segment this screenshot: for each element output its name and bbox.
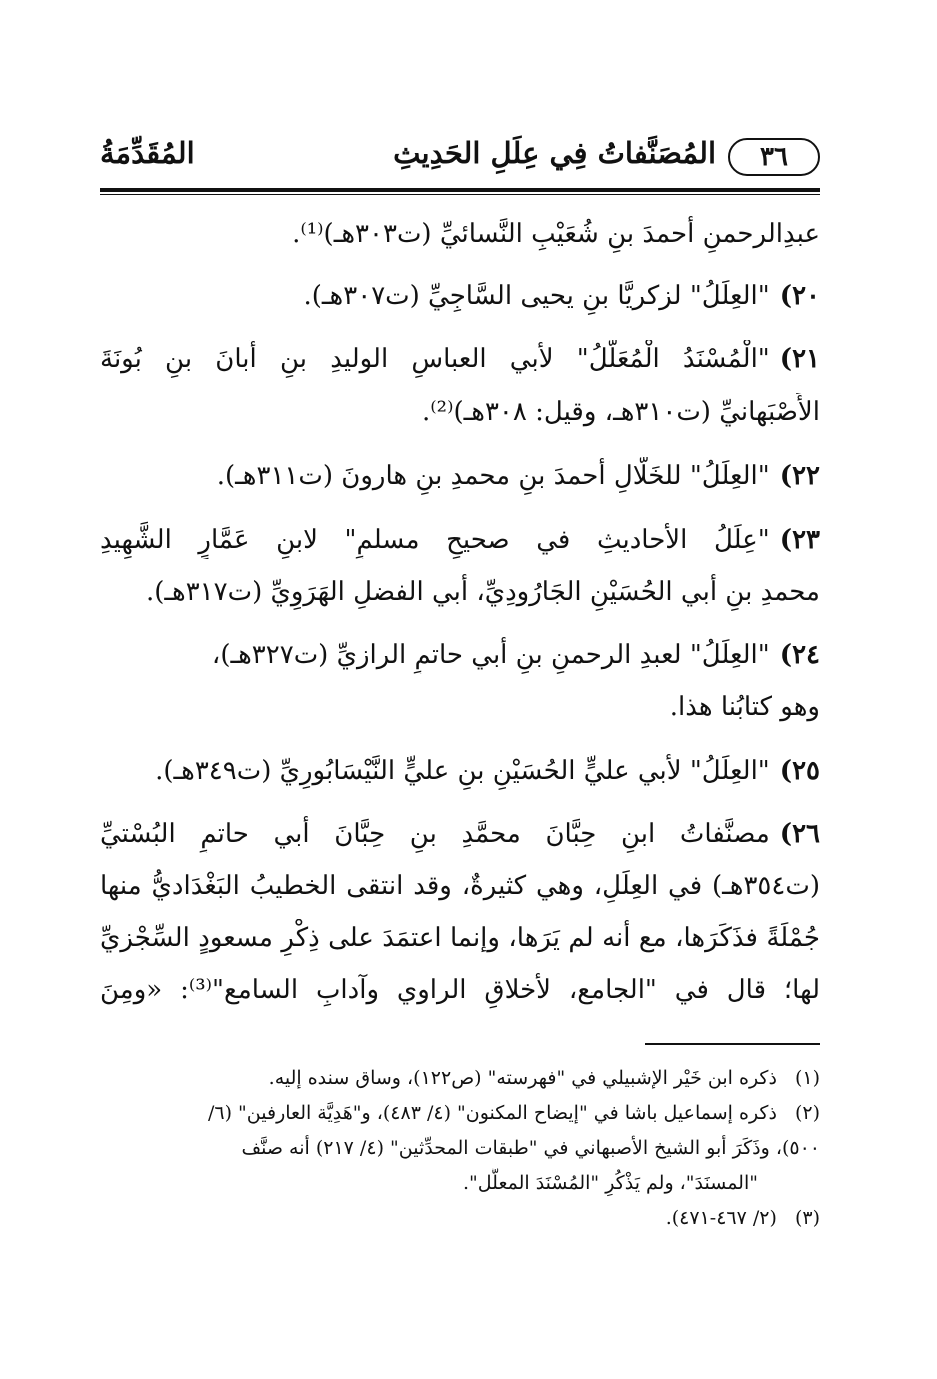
footnote-text: ذكره ابن خَيْر الإشبيلي في "فهرسته" (ص١٢٢)، وساق سنده إليه. <box>268 1067 777 1089</box>
body-line: عبدِالرحمنِ أحمدَ بنِ شُعَيْبِ النَّسائيِّ (ت٣٠٣هـ)⁽¹⁾. <box>292 219 820 249</box>
item-text: مصنَّفاتُ ابنِ حِبَّانَ محمَّدِ بنِ حِبَّانَ أبي حاتمٍ البُسْتيِّ <box>100 819 770 849</box>
body-line: لها؛ قال في "الجامع، لأخلاقِ الراوي وآدابِ السامع"⁽³⁾: «ومِنَ <box>100 975 820 1005</box>
item-text: "العِلَلُ" لأبي عليٍّ الحُسَيْنِ بنِ عليٍّ النَّيْسَابُورِيِّ (ت٣٤٩هـ). <box>155 756 770 786</box>
list-item-21 <box>100 340 820 378</box>
footnote-2 <box>100 1098 820 1128</box>
footnote-line: "المسنَدَ"، ولم يَذْكُرِ "المُسْنَدَ المعلَّل". <box>462 1172 758 1194</box>
item-text: "العِلَلُ" لزكريَّا بنِ يحيى السَّاجِيِّ (ت٣٠٧هـ). <box>303 281 770 311</box>
body-line: (ت٣٥٤هـ) في العِلَلِ، وهي كثيرةٌ، وقد انتقى الخطيبُ البَغْدَاديُّ منها <box>100 871 820 901</box>
header-rule-thick <box>100 188 820 192</box>
item-text: "العِلَلُ" للخَلَّالِ أحمدَ بنِ محمدِ بنِ هارونَ (ت٣١١هـ). <box>216 461 770 491</box>
footnote-separator <box>645 1043 820 1045</box>
item-number: ٢٦) <box>779 819 820 849</box>
footnote-text: ذكره إسماعيل باشا في "إيضاح المكنون" (٤/ ٤٨٣)، و"هَدِيَّة العارفين" (٦/ <box>207 1102 777 1124</box>
item-text: "عِلَلُ الأحاديثِ في صحيحِ مسلمٍ" لابنِ عَمَّارٍ الشَّهِيدِ <box>100 525 770 555</box>
footnote-1 <box>100 1063 820 1093</box>
footnote-text: (٢/ ٤٦٧-٤٧١). <box>665 1207 777 1229</box>
list-item-23 <box>100 521 820 559</box>
list-item-24 <box>100 636 820 674</box>
item-text: "الْمُسْنَدُ الْمُعَلَّلُ" لأبي العباسِ الوليدِ بنِ أَبانَ بنِ بُونَةَ <box>100 344 770 374</box>
page-header <box>100 132 820 178</box>
body-line: محمدِ بنِ أبي الحُسَيْنِ الجَارُودِيِّ، أبي الفضلِ الهَرَوِيِّ (ت٣١٧هـ). <box>145 577 820 607</box>
book-title: المُصَنَّفاتُ فِي عِلَلِ الحَدِيثِ <box>393 136 716 170</box>
footnote-number: (٣) <box>794 1207 820 1229</box>
body-line: الأَصْبَهانيِّ (ت٣١٠هـ، وقيل: ٣٠٨هـ)⁽²⁾. <box>422 397 820 427</box>
item-number: ٢٥) <box>779 756 820 786</box>
list-item-26 <box>100 815 820 853</box>
body-line: جُمْلَةً فذَكَرَها، مع أنه لم يَرَها، وإنما اعتمَدَ على ذِكْرِ مسعودٍ السِّجْزيِّ <box>100 923 820 953</box>
footnote-3 <box>100 1203 820 1233</box>
header-rule-thin <box>100 194 820 195</box>
item-text: "العِلَلُ" لعبدِ الرحمنِ بنِ أبي حاتمٍ الرازيِّ (ت٣٢٧هـ)، <box>211 640 770 670</box>
body-line: وهو كتابُنا هذا. <box>669 692 820 722</box>
section-title: المُقَدِّمَةُ <box>100 136 195 170</box>
item-number: ٢٣) <box>779 525 820 555</box>
list-item-22 <box>100 457 820 495</box>
page-number: ٣٦ <box>728 138 820 176</box>
footnote-number: (٢) <box>794 1102 820 1124</box>
footnote-number: (١) <box>794 1067 820 1089</box>
item-number: ٢٠) <box>779 281 820 311</box>
item-number: ٢٢) <box>779 461 820 491</box>
item-number: ٢١) <box>779 344 820 374</box>
list-item-25 <box>100 752 820 790</box>
item-number: ٢٤) <box>779 640 820 670</box>
footnote-line: ٥٠٠)، وذَكَرَ أبو الشيخ الأصبهاني في "طبقات المحدِّثين" (٤/ ٢١٧) أنه صنَّف <box>241 1137 820 1159</box>
list-item-20 <box>100 277 820 315</box>
